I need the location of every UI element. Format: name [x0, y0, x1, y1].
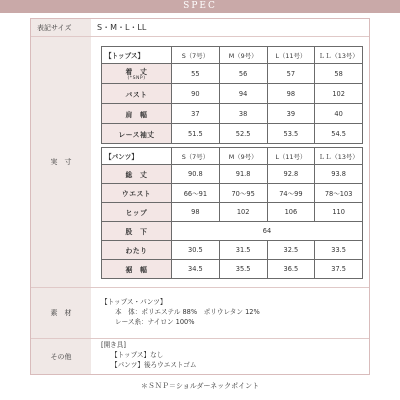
- row-label: 裾 幅: [102, 260, 172, 279]
- row-label: ヒップ: [102, 203, 172, 222]
- table-row: [102, 64, 363, 84]
- snp-footnote: ＊ＳＮＰ＝ショルダーネックポイント: [140, 382, 260, 390]
- size-s-header: S（7号）: [172, 47, 220, 64]
- table-cell: 90: [172, 84, 220, 104]
- spec-panel: [30, 18, 370, 375]
- table-cell: 54.5: [315, 124, 363, 144]
- table-cell: 30.5: [172, 241, 220, 260]
- pants-header-row: [102, 148, 363, 165]
- material-lace: レース糸：ナイロン 100%: [115, 318, 195, 326]
- table-row: [102, 184, 363, 203]
- table-cell: 53.5: [267, 124, 315, 144]
- size-ll-header: ＬＬ（13号）: [315, 47, 363, 64]
- row-label: 総 丈: [102, 165, 172, 184]
- table-cell: 92.8: [267, 165, 315, 184]
- size-s-header: S（7号）: [172, 148, 220, 165]
- other-label: その他: [31, 339, 91, 374]
- other-lines: [101, 340, 196, 370]
- table-cell: 32.5: [267, 241, 315, 260]
- table-cell: 70〜95: [219, 184, 267, 203]
- table-row: [102, 241, 363, 260]
- material-heading: 【トップス・パンツ】: [101, 298, 167, 306]
- row-label: 肩 幅: [102, 104, 172, 124]
- size-l-header: L（11号）: [267, 148, 315, 165]
- table-cell: 52.5: [219, 124, 267, 144]
- table-cell: 39: [267, 104, 315, 124]
- closure-heading: [開き具]: [101, 341, 126, 349]
- table-cell: 90.8: [172, 165, 220, 184]
- table-cell: 35.5: [219, 260, 267, 279]
- table-cell: 66〜91: [172, 184, 220, 203]
- table-cell: 34.5: [172, 260, 220, 279]
- table-cell: 91.8: [219, 165, 267, 184]
- snp-note: (*SNP): [127, 76, 146, 81]
- table-cell: 55: [172, 64, 220, 84]
- table-cell: 93.8: [315, 165, 363, 184]
- tops-heading: 【トップス】: [102, 47, 172, 64]
- tops-table: [101, 46, 363, 144]
- table-cell: 37: [172, 104, 220, 124]
- table-cell: 106: [267, 203, 315, 222]
- spec-title: SPEC: [183, 1, 217, 11]
- material-lines: [101, 297, 260, 327]
- table-cell: 58: [315, 64, 363, 84]
- table-cell: 98: [267, 84, 315, 104]
- row-label: 股 下: [102, 222, 172, 241]
- pants-heading: 【パンツ】: [102, 148, 172, 165]
- table-cell: 57: [267, 64, 315, 84]
- table-cell: 56: [219, 64, 267, 84]
- length-label: 着 丈: [125, 68, 148, 76]
- row-label: ウエスト: [102, 184, 172, 203]
- table-row: [102, 84, 363, 104]
- table-cell: 110: [315, 203, 363, 222]
- table-cell: 40: [315, 104, 363, 124]
- table-row: [102, 104, 363, 124]
- pants-table: [101, 147, 363, 279]
- closure-pants: 【パンツ】後ろウエストゴム: [111, 361, 197, 369]
- merged-cell: 64: [172, 222, 363, 241]
- material-body: 本 体：ポリエステル 88% ポリウレタン 12%: [115, 308, 260, 316]
- table-cell: 98: [172, 203, 220, 222]
- table-row: [102, 124, 363, 144]
- table-cell: 102: [219, 203, 267, 222]
- table-row: [102, 260, 363, 279]
- row-label: わたり: [102, 241, 172, 260]
- table-cell: 33.5: [315, 241, 363, 260]
- size-l-header: L（11号）: [267, 47, 315, 64]
- table-row: [102, 203, 363, 222]
- size-label: 表記サイズ: [31, 19, 91, 36]
- size-values: S・M・L・LL: [97, 23, 147, 32]
- table-cell: 94: [219, 84, 267, 104]
- tops-header-row: [102, 47, 363, 64]
- measure-label: 実 寸: [31, 37, 91, 287]
- table-cell: 37.5: [315, 260, 363, 279]
- table-cell: 78〜103: [315, 184, 363, 203]
- table-cell: 38: [219, 104, 267, 124]
- closure-tops: 【トップス】なし: [111, 351, 164, 359]
- table-cell: 31.5: [219, 241, 267, 260]
- table-cell: 51.5: [172, 124, 220, 144]
- table-cell: 36.5: [267, 260, 315, 279]
- table-row: [102, 222, 363, 241]
- row-label: バスト: [102, 84, 172, 104]
- material-label: 素 材: [31, 288, 91, 338]
- size-m-header: M（9号）: [219, 47, 267, 64]
- table-row: [102, 165, 363, 184]
- table-cell: 74〜99: [267, 184, 315, 203]
- size-ll-header: ＬＬ（13号）: [315, 148, 363, 165]
- size-m-header: M（9号）: [219, 148, 267, 165]
- table-cell: 102: [315, 84, 363, 104]
- row-label: レース袖丈: [102, 124, 172, 144]
- row-label: [102, 64, 172, 84]
